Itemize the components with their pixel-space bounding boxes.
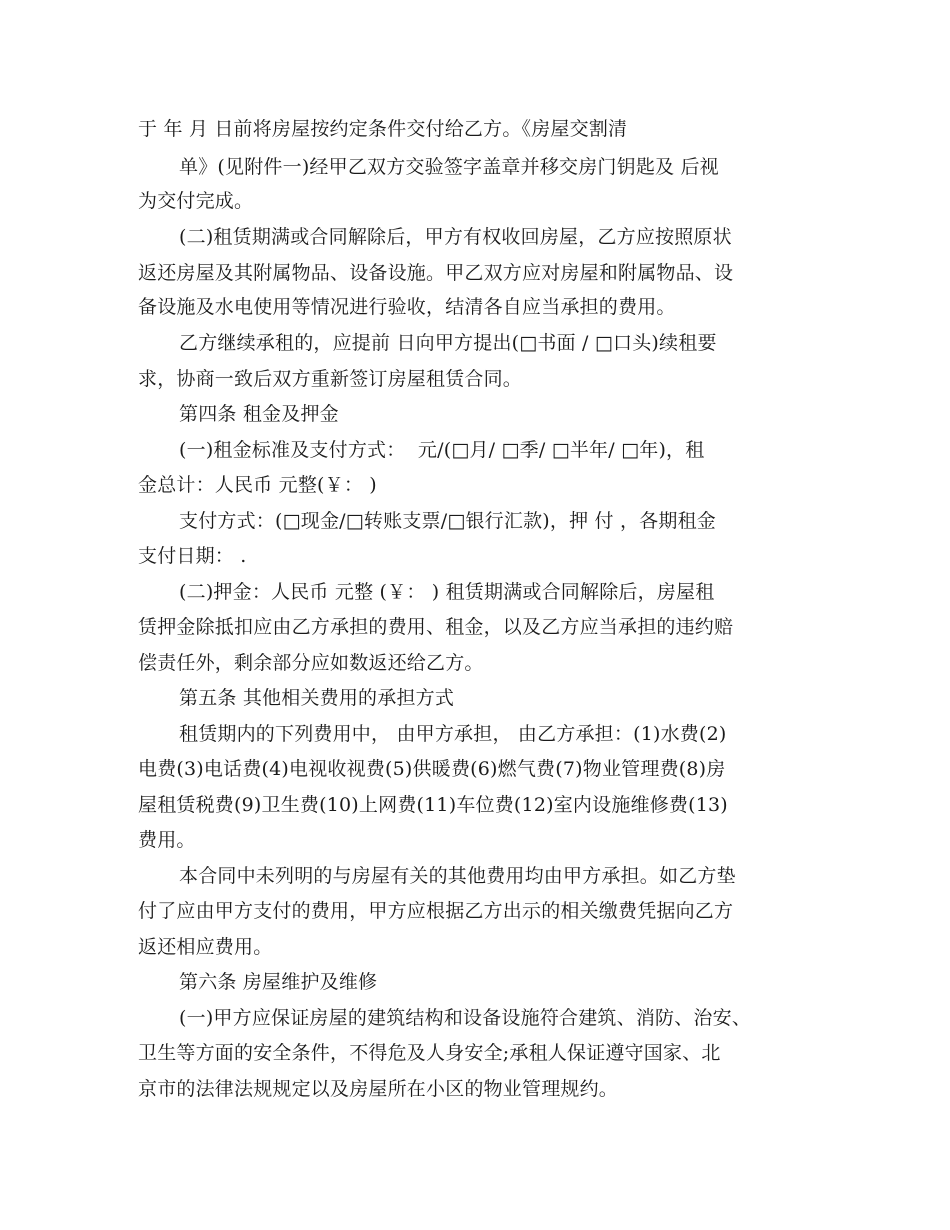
- text-line-4: (二)租赁期满或合同解除后，甲方有权收回房屋，乙方应按照原状: [179, 226, 732, 248]
- text-line-8: 求，协商一致后双方重新签订房屋租赁合同。: [138, 368, 523, 390]
- text-line-14: (二)押金：人民币 元整 (￥： ) 租赁期满或合同解除后，房屋租: [179, 581, 715, 603]
- text-line-1: 于 年 月 日前将房屋按约定条件交付给乙方。《房屋交割清: [138, 118, 628, 140]
- text-line-28: 京市的法律法规规定以及房屋所在小区的物业管理规约。: [138, 1078, 619, 1100]
- text-line-10: (一)租金标准及支付方式： 元/(□月/ □季/ □半年/ □年)，租: [179, 439, 705, 461]
- section-heading-article-6: 第六条 房屋维护及维修: [179, 971, 378, 993]
- text-line-27: 卫生等方面的安全条件，不得危及人身安全;承租人保证遵守国家、北: [138, 1042, 721, 1064]
- text-line-7: 乙方继续承租的，应提前 日向甲方提出(□书面 / □口头)续租要: [179, 332, 717, 354]
- text-line-6: 备设施及水电使用等情况进行验收，结清各自应当承担的费用。: [138, 296, 676, 318]
- text-line-2: 单》(见附件一)经甲乙双方交验签字盖章并移交房门钥匙及 后视: [179, 156, 719, 178]
- text-line-11: 金总计：人民币 元整(￥： ): [138, 474, 377, 496]
- text-line-3: 为交付完成。: [138, 190, 254, 212]
- section-heading-article-4: 第四条 租金及押金: [179, 403, 339, 425]
- section-heading-article-5: 第五条 其他相关费用的承担方式: [179, 687, 455, 709]
- text-line-13: 支付日期： .: [138, 545, 247, 567]
- text-line-24: 返还相应费用。: [138, 936, 273, 958]
- text-line-5: 返还房屋及其附属物品、设备设施。甲乙双方应对房屋和附属物品、设: [138, 262, 734, 284]
- text-line-15: 赁押金除抵扣应由乙方承担的费用、租金，以及乙方应当承担的违约赔: [138, 616, 734, 638]
- text-line-16: 偿责任外，剩余部分应如数返还给乙方。: [138, 652, 484, 674]
- text-line-20: 屋租赁税费(9)卫生费(10)上网费(11)车位费(12)室内设施维修费(13): [138, 794, 728, 816]
- text-line-12: 支付方式：(□现金/□转账支票/□银行汇款)，押 付 ，各期租金: [179, 510, 716, 532]
- text-line-19: 电费(3)电话费(4)电视收视费(5)供暖费(6)燃气费(7)物业管理费(8)房: [138, 758, 726, 780]
- text-line-18: 租赁期内的下列费用中， 由甲方承担， 由乙方承担：(1)水费(2): [179, 723, 727, 745]
- text-line-22: 本合同中未列明的与房屋有关的其他费用均由甲方承担。如乙方垫: [179, 865, 736, 887]
- text-line-26: (一)甲方应保证房屋的建筑结构和设备设施符合建筑、消防、治安、: [179, 1007, 752, 1029]
- text-line-21: 费用。: [138, 829, 196, 851]
- text-line-23: 付了应由甲方支付的费用，甲方应根据乙方出示的相关缴费凭据向乙方: [138, 900, 734, 922]
